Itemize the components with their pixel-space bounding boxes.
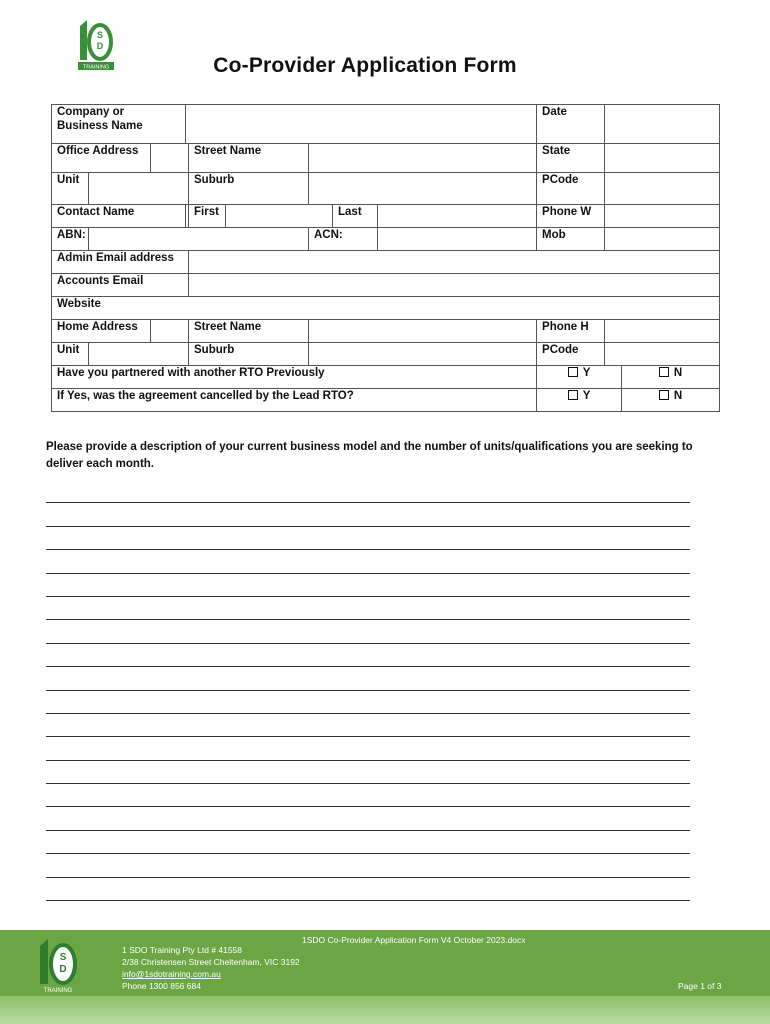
home-address-input[interactable] [151,320,189,343]
company-row [52,105,720,144]
mob-input[interactable] [605,228,720,251]
writing-line[interactable] [46,854,690,877]
contact-name-row [52,205,720,228]
checkbox-icon[interactable] [659,367,669,377]
writing-line[interactable] [46,691,690,714]
svg-text:D: D [59,964,67,975]
admin-email-label: Admin Email address [52,251,189,274]
phone-w-input[interactable] [605,205,720,228]
home-pcode-input[interactable] [605,343,720,366]
first-name-input[interactable] [226,205,333,228]
home-street-name-input[interactable] [309,320,537,343]
page-footer [0,930,770,1024]
company-label: Company or Business Name [52,105,186,144]
writing-line[interactable] [46,784,690,807]
state-input[interactable] [605,144,720,173]
writing-line[interactable] [46,550,690,573]
checkbox-icon[interactable] [568,367,578,377]
website-label: Website [52,297,720,320]
footer-logo-icon [38,938,78,994]
acn-label: ACN: [309,228,378,251]
unit-input[interactable] [89,173,189,205]
footer-company: 1 SDO Training Pty Ltd # 41558 [122,945,243,955]
mob-label: Mob [537,228,605,251]
office-address-input[interactable] [151,144,189,173]
admin-email-input[interactable] [189,251,720,274]
accounts-email-input[interactable] [189,274,720,297]
admin-email-row [52,251,720,274]
home-suburb-label: Suburb [189,343,309,366]
cancelled-no-option[interactable]: N [622,389,720,412]
acn-input[interactable] [378,228,537,251]
writing-line[interactable] [46,480,690,503]
last-label: Last [333,205,378,228]
footer-phone: Phone 1300 856 684 [122,981,201,991]
pcode-label: PCode [537,173,605,205]
writing-line[interactable] [46,807,690,830]
writing-line[interactable] [46,503,690,526]
checkbox-icon[interactable] [659,390,669,400]
footer-band [0,996,770,1024]
home-suburb-input[interactable] [309,343,537,366]
state-label: State [537,144,605,173]
svg-text:S: S [59,952,67,963]
svg-text:S: S [96,30,104,40]
writing-line[interactable] [46,574,690,597]
home-address-label: Home Address [52,320,151,343]
partnered-yes-option[interactable]: Y [537,366,622,389]
application-form-table [51,104,720,412]
cancelled-yes-option[interactable]: Y [537,389,622,412]
phone-h-input[interactable] [605,320,720,343]
page-number: Page 1 of 3 [678,981,722,991]
contact-name-label: Contact Name [52,205,186,228]
website-row [52,297,720,320]
writing-line[interactable] [46,527,690,550]
svg-text:D: D [96,41,104,51]
pcode-input[interactable] [605,173,720,205]
footer-document-name: 1SDO Co-Provider Application Form V4 October 2023.docx [302,935,526,945]
company-input[interactable] [186,105,537,144]
street-name-label: Street Name [189,144,309,173]
phone-w-label: Phone W [537,205,605,228]
phone-h-label: Phone H [537,320,605,343]
suburb-label: Suburb [189,173,309,205]
checkbox-icon[interactable] [568,390,578,400]
partnered-row [52,366,720,389]
cancelled-row [52,389,720,412]
abn-label: ABN: [52,228,89,251]
unit-row [52,173,720,205]
writing-line[interactable] [46,714,690,737]
date-label: Date [537,105,605,144]
home-unit-row [52,343,720,366]
description-prompt: Please provide a description of your current business model and the number of units/qualifications you are seeking to deliver each month. [46,441,693,470]
office-address-label: Office Address [52,144,151,173]
partnered-no-option[interactable]: N [622,366,720,389]
suburb-input[interactable] [309,173,537,205]
writing-line[interactable] [46,644,690,667]
writing-line[interactable] [46,737,690,760]
footer-address: 2/38 Christensen Street Cheltenham, VIC 3192 [122,957,300,967]
office-address-row [52,144,720,173]
footer-email-link[interactable]: info@1sdotraining.com.au [122,969,221,979]
footer-address-block [122,944,300,992]
writing-line[interactable] [46,831,690,854]
first-label: First [189,205,226,228]
writing-line[interactable] [46,761,690,784]
date-input[interactable] [605,105,720,144]
writing-line[interactable] [46,878,690,901]
cancelled-question: If Yes, was the agreement cancelled by the Lead RTO? [52,389,537,412]
accounts-email-row [52,274,720,297]
svg-text:TRAINING: TRAINING [82,64,110,70]
last-name-input[interactable] [378,205,537,228]
home-street-name-label: Street Name [189,320,309,343]
writing-line[interactable] [46,597,690,620]
street-name-input[interactable] [309,144,537,173]
home-unit-input[interactable] [89,343,189,366]
accounts-email-label: Accounts Email [52,274,189,297]
description-writing-lines[interactable] [46,480,690,901]
abn-input[interactable] [89,228,309,251]
home-address-row [52,320,720,343]
partnered-question: Have you partnered with another RTO Previously [52,366,537,389]
writing-line[interactable] [46,620,690,643]
home-pcode-label: PCode [537,343,605,366]
home-unit-label: Unit [52,343,89,366]
writing-line[interactable] [46,667,690,690]
unit-label: Unit [52,173,89,205]
page-title: Co-Provider Application Form [213,54,517,77]
svg-text:TRAINING: TRAINING [43,988,73,994]
abn-row [52,228,720,251]
